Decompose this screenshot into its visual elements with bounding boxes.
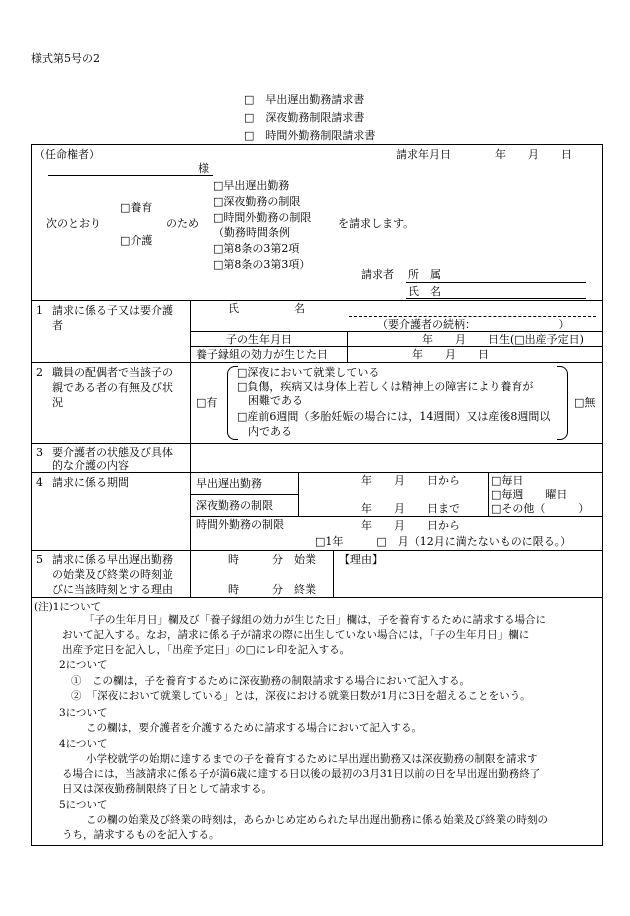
title-early-late: □ 早出遅出勤務請求書	[244, 93, 365, 106]
sec2-label-3: 況	[52, 396, 63, 409]
note-4-text-1: 小学校就学の始期に達するまでの子を養育するために早出遅出勤務又は深夜勤務の制限を請求す	[86, 753, 538, 765]
note-1-text-3: 出産予定日を記入し，「出産予定日」の□にレ印を記入する。	[62, 644, 351, 656]
sec4-label: 請求に係る期間	[52, 476, 129, 489]
sec5-top	[31, 550, 603, 551]
sec1-value-divider	[347, 331, 348, 362]
sec2-label-1: 職員の配偶者で当該子の	[52, 366, 173, 379]
sec4-num: 4	[36, 476, 43, 489]
purpose-nursing: □介護	[120, 234, 153, 247]
freq-weekly: □毎週 曜日	[491, 488, 568, 501]
addressee-sama: 様	[198, 162, 209, 175]
note-5-text-2: うち，請求するものを記入する。	[62, 829, 220, 841]
right-bracket	[557, 366, 568, 440]
request-date: 請求年月日 年 月 日	[396, 148, 572, 161]
note-1-heading: (注)1について	[34, 601, 102, 613]
item-art-8-3-3: □第8条の3第3項）	[213, 258, 311, 271]
spouse-option-illness-cont: 困難である	[237, 394, 303, 407]
note-2-heading: 2について	[59, 659, 108, 671]
request-suffix: を請求します。	[338, 217, 415, 230]
period-from: 年 月 日から	[361, 474, 460, 487]
note-1-text-2: おいて記入する。なお，請求に係る子が請求の際に出生していない場合には，「子の生年月日」欄に	[62, 629, 530, 641]
sec5-label-3: びに当該時刻とする理由	[52, 583, 173, 596]
notes-top	[31, 597, 603, 598]
item-overtime-limit: □時間外勤務の制限	[213, 211, 312, 224]
frame-top	[31, 144, 603, 145]
name-label: 氏 名	[228, 302, 305, 315]
period-to: 年 月 日まで	[361, 502, 460, 515]
sec5-reason-divider	[333, 550, 334, 597]
sec1-num: 1	[36, 304, 43, 317]
appointer-label: （任命権者）	[34, 148, 100, 161]
frame-left	[31, 144, 32, 846]
requester-affiliation: 所 属	[408, 268, 441, 281]
note-5-text-1: この欄の始業及び終業の時刻は，あらかじめ定められた早出遅出勤務に係る始業及び終業の時刻の	[86, 814, 548, 826]
reason-label: 【理由】	[339, 553, 383, 566]
sec5-label-2: の始業及び終業の時刻並	[52, 568, 173, 581]
name-line	[406, 298, 586, 299]
request-prefix: 次のとおり	[46, 217, 101, 230]
title-night-limit: □ 深夜勤務制限請求書	[244, 111, 365, 124]
requester-name: 氏 名	[408, 285, 441, 298]
sec4-freq-divider	[488, 472, 489, 517]
label-column-divider	[190, 300, 191, 597]
spouse-option-maternity-cont: 内である	[237, 425, 292, 438]
sec1-label-2: 者	[52, 319, 63, 332]
sec2-top	[31, 362, 603, 363]
spouse-no: □無	[574, 396, 596, 409]
sec1-top	[31, 300, 603, 301]
item-early-late: □早出遅出勤務	[213, 179, 290, 192]
spouse-yes: □有	[196, 396, 218, 409]
purpose-childcare: □養育	[120, 201, 153, 214]
sec3-label-1: 要介護者の状態及び具体	[52, 446, 173, 459]
period-early-late: 早出遅出勤務	[196, 477, 262, 490]
sec4-type-line-1	[190, 494, 298, 495]
sec4-type-divider	[298, 472, 299, 517]
sec4-top	[31, 472, 603, 473]
freq-other: □その他（ ）	[491, 502, 590, 515]
sec1-label-1: 請求に係る子又は要介護	[52, 304, 173, 317]
affiliation-line	[406, 282, 586, 283]
adoption-label: 養子縁組の効力が生じた日	[196, 348, 328, 361]
note-4-heading: 4について	[59, 738, 108, 750]
birth-value: 年 月 日生(□出産予定日)	[422, 333, 584, 346]
sec2-num: 2	[36, 366, 43, 379]
sec5-num: 5	[36, 553, 43, 566]
note-2-item-2: ② 「深夜において就業している」とは，深夜における就業日数が1月に3日を超えることをいう。	[71, 690, 531, 702]
spouse-option-night-work: □深夜において就業している	[237, 366, 380, 379]
requester-label: 請求者	[361, 268, 394, 281]
note-4-text-2: る場合には，当該請求に係る子が満6歳に達する日以後の最初の3月31日以前の日を早出遅出勤務終了	[62, 768, 541, 780]
sec3-num: 3	[36, 446, 43, 459]
form-number: 様式第5号の2	[31, 52, 100, 65]
name-dashed-line	[349, 316, 596, 317]
start-time: 時 分 始業	[228, 553, 316, 566]
end-time: 時 分 終業	[228, 583, 316, 596]
title-overtime-limit: □ 時間外勤務制限請求書	[244, 129, 376, 142]
note-2-item-1: ① この欄は，子を養育するために深夜勤務の制限請求する場合において記入する。	[71, 675, 470, 687]
frame-right	[602, 144, 603, 846]
sec2-label-2: 親である者の有無及び状	[52, 381, 173, 394]
birth-label: 子の生年月日	[226, 333, 292, 346]
note-3-text: この欄は，要介護者を介護するために請求する場合において記入する。	[86, 722, 422, 734]
spouse-option-maternity: □産前6週間（多胎妊娠の場合には，14週間）又は産後8週間以	[237, 410, 551, 423]
overtime-duration: □1年 □ 月（12月に満たないものに限る。）	[315, 535, 572, 548]
sec3-label-2: 的な介護の内容	[52, 459, 129, 472]
relation-label: （要介護者の続柄： ）	[377, 318, 570, 331]
sec3-top	[31, 443, 603, 444]
adoption-value: 年 月 日	[412, 348, 489, 361]
sec4-type-line-2	[190, 516, 602, 517]
item-art-8-3-2: □第8条の3第2項	[213, 242, 300, 255]
note-5-heading: 5について	[59, 799, 108, 811]
period-overtime-limit: 時間外勤務の制限	[196, 518, 284, 531]
note-3-heading: 3について	[59, 707, 108, 719]
freq-daily: □毎日	[491, 474, 524, 487]
spouse-option-illness: □負傷，疾病又は身体上若しくは精神上の障害により養育が	[237, 380, 534, 393]
item-ordinance: （勤務時間条例	[213, 226, 290, 239]
overtime-period-from: 年 月 日から	[361, 519, 460, 532]
period-night-limit: 深夜勤務の制限	[196, 499, 273, 512]
sec1-row-line-2	[190, 346, 602, 347]
sec5-label-1: 請求に係る早出遅出勤務	[52, 553, 173, 566]
item-night-limit: □深夜勤務の制限	[213, 195, 301, 208]
sec1-row-line-1	[190, 331, 602, 332]
purpose-tame: のため	[166, 217, 199, 230]
addressee-line	[48, 175, 213, 176]
note-4-text-3: 日又は深夜勤務制限終了日として請求する。	[62, 783, 272, 795]
note-1-text-1: 「子の生年月日」欄及び「養子縁組の効力が生じた日」欄は，子を養育するために請求する場合に	[84, 614, 546, 626]
frame-bottom	[31, 845, 603, 846]
